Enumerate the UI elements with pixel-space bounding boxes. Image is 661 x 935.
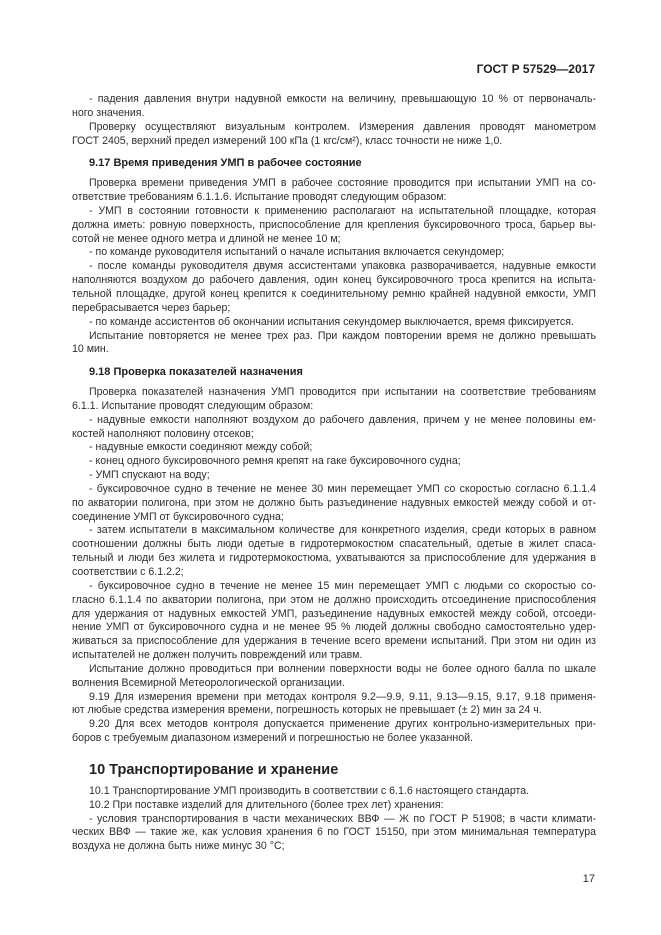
text-line: 6.1.1. Испытание проводят следующим образом: [72, 399, 314, 412]
text-line: Проверка времени приведения УМП в рабочее состояние проводится при испытании УМП на со- [89, 177, 596, 190]
text-line: - конец одного буксировочного ремня крепят на гаке буксировочного судна; [89, 455, 461, 468]
paragraph [72, 316, 596, 330]
text-line: должна иметь: ровную поверхность, приспособление для крепления буксировочного троса, барьер вы- [72, 218, 596, 231]
text-line: - надувные емкости соединяют между собой; [89, 441, 313, 454]
text-line: воздуха не должна быть ниже минус 30 °С; [72, 840, 285, 853]
text-line: тельной площадке, другой конец крепится к соединительному ремню крайней надувной емкости, УМП [72, 287, 596, 300]
paragraph [72, 414, 596, 442]
paragraph [72, 469, 596, 483]
text-line: перебрасывается через барьер; [72, 301, 231, 314]
paragraph [72, 799, 596, 813]
text-line: - надувные емкости наполняют воздухом до рабочего давления, причем у не менее половины ем- [89, 413, 596, 426]
text-line: - после команды руководителя двумя ассистентами упаковка разворачивается, надувные емкости [89, 260, 596, 273]
text-line: соединение УМП от буксировочного судна; [72, 510, 284, 523]
page-number: 17 [582, 873, 595, 885]
text-line: соответствии с 6.1.2.2; [72, 566, 184, 578]
text-line: Проверка показателей назначения УМП проводится при испытании на соответствие требованиям [89, 386, 596, 399]
paragraph [72, 455, 596, 469]
text-line: соотношении должны быть люди одетые в гидротермокостюм спасательный, одетые в жилет спаса- [72, 538, 596, 551]
text-line: 10 мин. [72, 343, 109, 356]
text-line: 10.2 При поставке изделий для длительного (более трех лет) хранения: [89, 798, 444, 811]
text-line: тельный и люди без жилета и гидротермокостюма, ухватываются за приспособление для удержания в [72, 552, 596, 565]
text-line: 9.19 Для измерения времени при методах контроля 9.2—9.9, 9.11, 9.13—9.15, 9.17, 9.18 применя- [89, 690, 596, 703]
paragraph [72, 483, 596, 525]
text-line: гласно 6.1.1.4 по акватории полигона, при этом не должно происходить отсоединение приспособления [72, 593, 596, 606]
text-line: - буксировочное судно в течение не менее 30 мин перемещает УМП со скоростью согласно 6.1.1.4 [89, 482, 596, 495]
text-line: ГОСТ 2405, верхний предел измерений 100 кПа (1 кгс/см²), класс точности не ниже 1,0. [72, 134, 503, 147]
text-line: - УМП спускают на воду; [89, 469, 210, 482]
paragraph [72, 177, 596, 205]
paragraph [72, 718, 596, 746]
paragraph [72, 330, 596, 358]
text-line: ответствие требованиям 6.1.1.6. Испытание проводят следующим образом: [72, 191, 447, 204]
text-line: - условия транспортирования в части механических ВВФ — Ж по ГОСТ Р 51908; в части климати- [89, 812, 596, 825]
text-line: Испытание должно проводиться при волнении поверхности воды не более одного балла по шкале [89, 662, 596, 675]
paragraph [72, 93, 596, 121]
text-line: боров с требуемым диапазоном измерений и погрешностью не более указанной. [72, 732, 473, 745]
text-line: ного значения. [72, 106, 145, 119]
paragraph [72, 580, 596, 663]
text-line: - затем испытатели в максимальном количестве для конкретного изделия, среди которых в равном [89, 524, 596, 537]
text-line: нение УМП от буксировочного судна и не менее 95 % людей должны свободно самостоятельно удер- [72, 621, 596, 634]
document-header: ГОСТ Р 57529—2017 [476, 62, 595, 76]
text-line: по акватории полигона, при этом не должно быть разъединение надувных емкостей между собой и от- [72, 496, 596, 509]
text-line: - по команде руководителя испытаний о начале испытания включается секундомер; [89, 246, 505, 259]
section-heading: 10 Транспортирование и хранение [89, 761, 339, 778]
text-line: ческих ВВФ — такие же, как условия хранения 6 по ГОСТ 15150, при этом минимальная температура [72, 826, 596, 839]
subsection-heading: 9.17 Время приведения УМП в рабочее состояние [89, 157, 362, 170]
text-line: - буксировочное судно в течение не менее 15 мин перемещает УМП с людьми со скоростью со- [89, 579, 596, 592]
paragraph [72, 441, 596, 455]
text-line: сотой не менее одного метра и длиной не менее 10 м; [72, 232, 341, 245]
paragraph [72, 386, 596, 414]
paragraph [72, 260, 596, 315]
text-line: живаться за приспособление для удержания в течение всего времени испытаний. При этом ни один из [72, 635, 596, 648]
text-line: - УМП в состоянии готовности к применению располагают на испытательной площадке, которая [89, 204, 596, 217]
paragraph [72, 121, 596, 149]
paragraph [72, 663, 596, 691]
text-line: Проверку осуществляют визуальным контролем. Измерения давления проводят манометром [89, 120, 596, 133]
paragraph [72, 785, 596, 799]
paragraph [72, 524, 596, 579]
paragraph [72, 246, 596, 260]
text-line: - падения давления внутри надувной емкости на величину, превышающую 10 % от первоначаль- [89, 93, 596, 105]
text-line: костей наполняют половину отсеков; [72, 427, 254, 440]
text-line: - по команде ассистентов об окончании испытания секундомер выключается, время фиксируется. [89, 315, 574, 328]
text-line: 10.1 Транспортирование УМП производить в соответствии с 6.1.6 настоящего стандарта. [89, 784, 530, 797]
text-line: для удержания от надувных емкостей УМП, разъединение надувных емкостей между собой, отсоеди- [72, 607, 596, 620]
text-line: ют любые средства измерения времени, погрешность которых не превышает (± 2) мин за 24 ч. [72, 704, 542, 717]
paragraph [72, 813, 596, 855]
text-line: волнения Всемирной Метеорологической организации. [72, 676, 345, 689]
subsection-heading: 9.18 Проверка показателей назначения [89, 366, 303, 379]
text-line: наполняются воздухом до рабочего давления, один конец буксировочного троса крепится на испыта- [72, 274, 596, 287]
text-line: Испытание повторяется не менее трех раз. При каждом повторении время не должно превышать [89, 329, 596, 342]
text-line: 9.20 Для всех методов контроля допускается применение других контрольно-измерительных при- [89, 718, 596, 731]
document-body [72, 93, 596, 854]
paragraph [72, 205, 596, 247]
paragraph [72, 691, 596, 719]
text-line: испытателей не должен получить повреждений или травм. [72, 649, 363, 662]
